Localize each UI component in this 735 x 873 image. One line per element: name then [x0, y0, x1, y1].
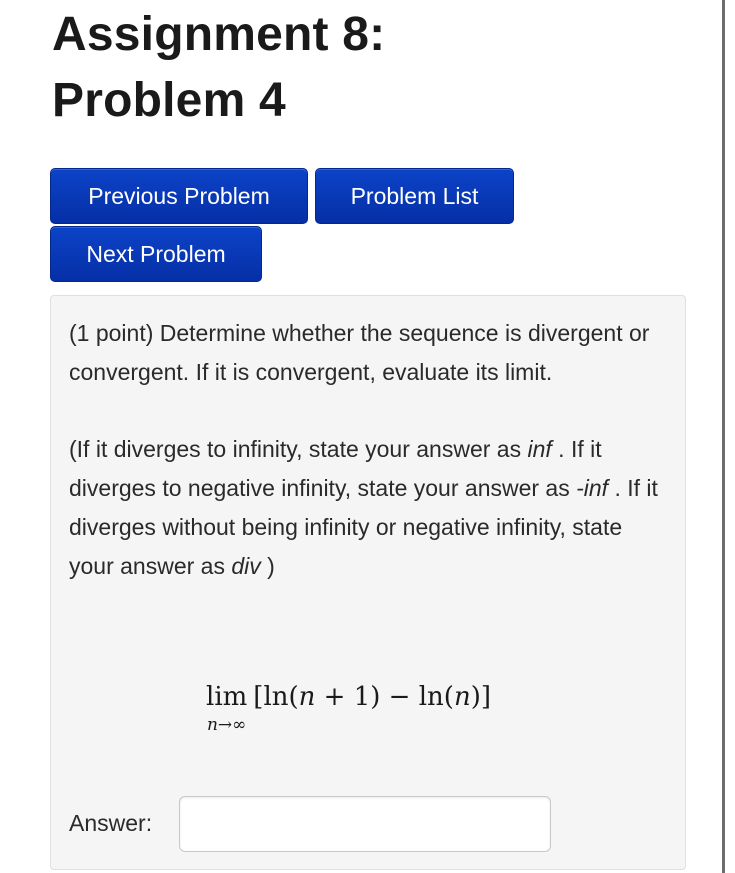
- instructions-part-2: . If it diverges to negative infinity, state your answer as: [69, 436, 602, 501]
- answer-keyword-neg-inf: -inf: [576, 475, 609, 501]
- expr-close: )]: [470, 682, 491, 712]
- answer-label: Answer:: [69, 810, 153, 836]
- expr-open: [ln(: [253, 682, 299, 712]
- instructions-part-4: ): [260, 553, 275, 579]
- problem-panel: [50, 295, 686, 870]
- next-problem-button[interactable]: Next Problem: [50, 226, 262, 282]
- answer-keyword-div: div: [231, 553, 261, 579]
- scrollbar-edge: [722, 0, 725, 873]
- expr-variable-2: n: [453, 682, 471, 712]
- page-title-line1: Assignment 8:: [52, 8, 386, 61]
- expr-variable-1: n: [298, 682, 316, 712]
- limit-operator: [206, 679, 247, 735]
- expr-middle: + 1) − ln(: [315, 682, 454, 712]
- limit-argument: [253, 679, 491, 715]
- problem-list-button[interactable]: Problem List: [315, 168, 514, 224]
- instructions-part-3: . If it diverges without being infinity or negative infinity, state your answer as: [69, 475, 658, 579]
- problem-intro: (1 point) Determine whether the sequence is divergent or convergent. If it is convergent, evaluate its limit.: [69, 320, 650, 385]
- limit-subscript: n→∞: [206, 715, 247, 735]
- page-title: [52, 2, 385, 134]
- problem-instructions: [69, 430, 667, 586]
- page-title-line2: Problem 4: [52, 74, 286, 127]
- instructions-part-1: (If it diverges to infinity, state your answer as: [69, 436, 528, 462]
- limit-word: lim: [206, 682, 248, 712]
- previous-problem-button[interactable]: Previous Problem: [50, 168, 308, 224]
- answer-input[interactable]: [179, 796, 551, 852]
- limit-expression: [206, 679, 491, 735]
- answer-keyword-inf: inf: [527, 436, 552, 462]
